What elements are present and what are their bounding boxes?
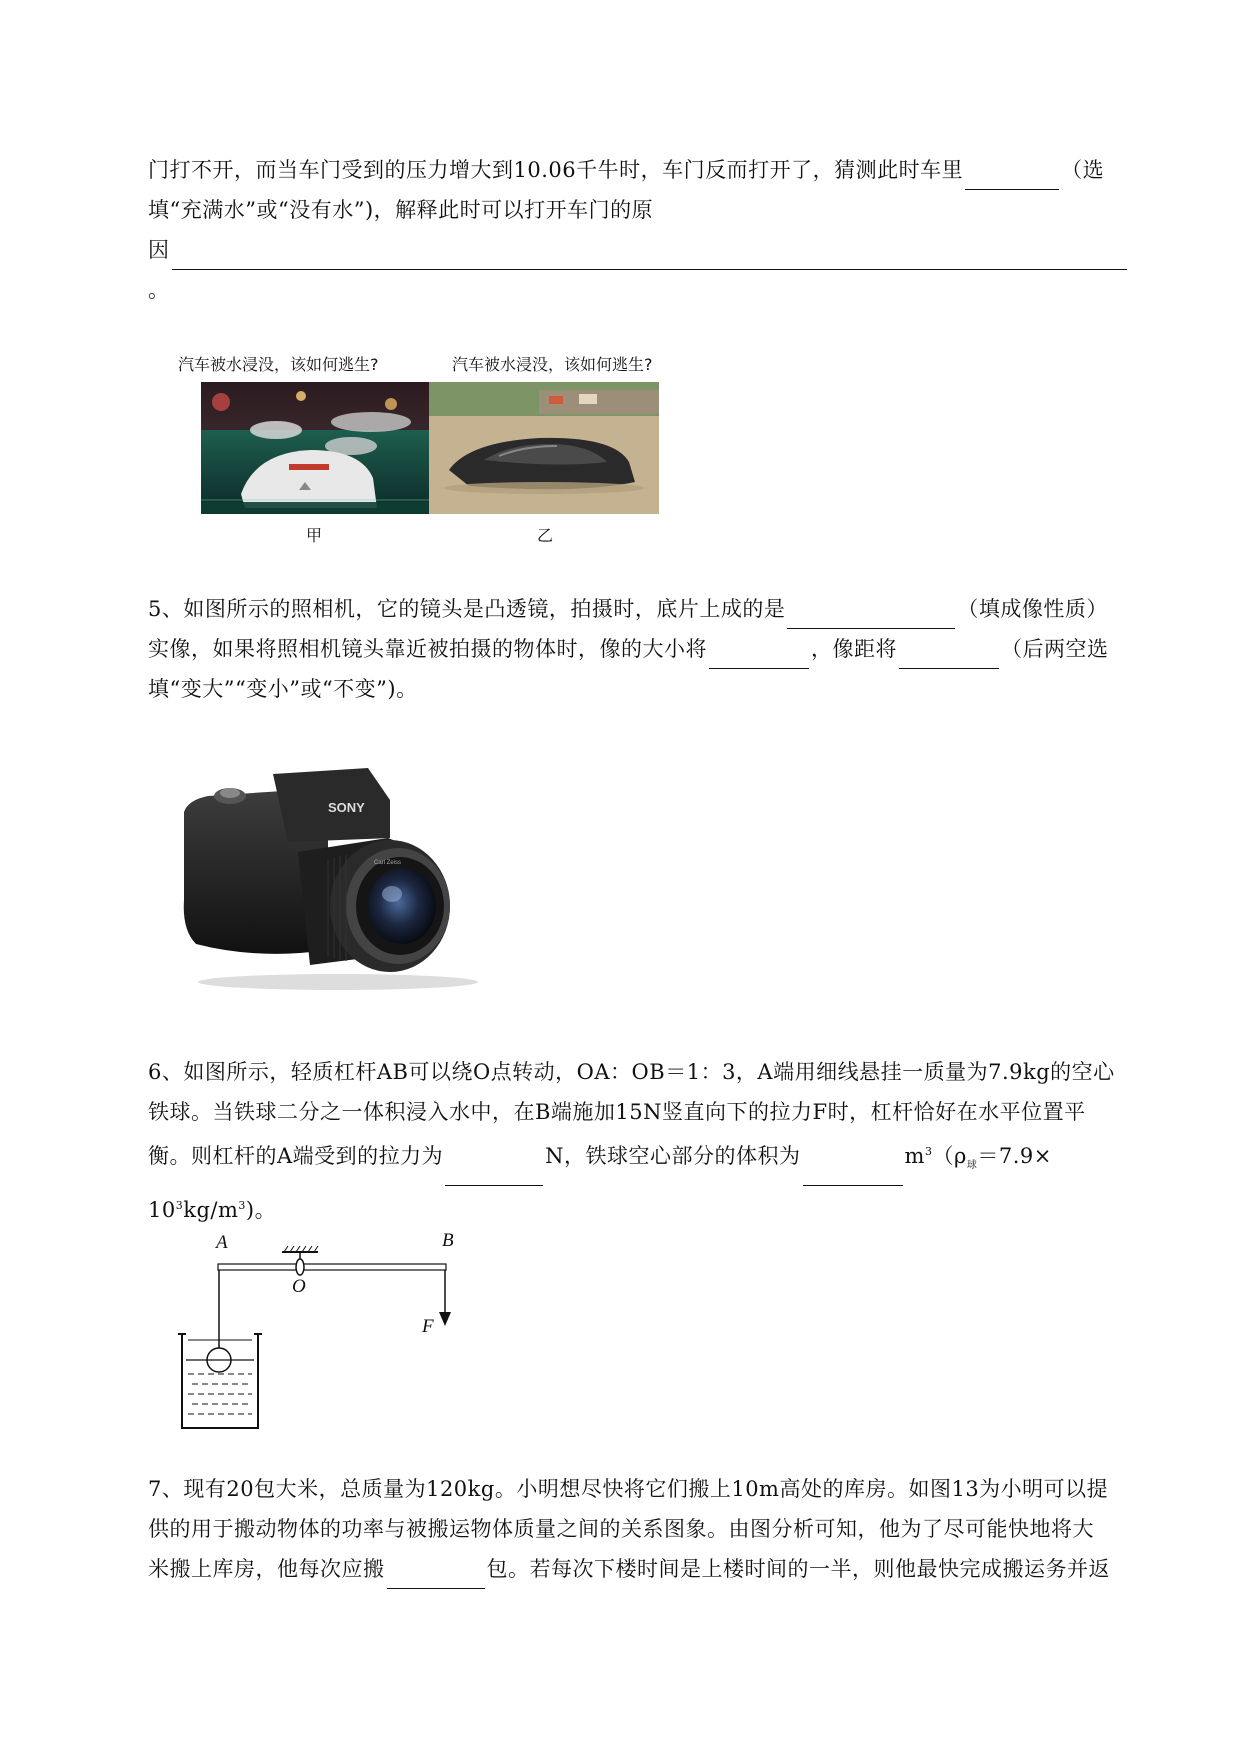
flood-photo-left bbox=[201, 382, 429, 514]
q7-line-3: 米搬上库房，他每次应搬 包。若每次下楼时间是上楼时间的一半，则他最快完成搬运务并返 bbox=[148, 1549, 1148, 1589]
q4-label-left: 甲 bbox=[306, 526, 323, 545]
q4-answer-blank-1[interactable] bbox=[965, 163, 1059, 190]
q4-line-4: 。 bbox=[148, 278, 170, 302]
camera-image bbox=[178, 760, 490, 994]
lever-svg bbox=[170, 1240, 470, 1440]
q5-line-2: 实像，如果将照相机镜头靠近被拍摄的物体时，像的大小将 ，像距将 （后两空选 bbox=[148, 629, 1148, 669]
q6-answer-blank-1[interactable] bbox=[445, 1159, 543, 1186]
q5-answer-blank-3[interactable] bbox=[899, 642, 999, 669]
q6-line-1: 6、如图所示，轻质杠杆AB可以绕O点转动，OA：OB＝1：3，A端用细线悬挂一质量为7.9kg的空心 bbox=[148, 1060, 1115, 1084]
q7-text bbox=[148, 1469, 1148, 1589]
lens-brand-label: Carl Zeiss bbox=[374, 860, 402, 866]
q4-answer-blank-2[interactable] bbox=[172, 243, 1127, 270]
camera-brand-label: SONY bbox=[328, 800, 365, 815]
q5-line-1: 5、如图所示的照相机，它的镜头是凸透镜，拍摄时，底片上成的是 （填成像性质） bbox=[148, 589, 1148, 629]
camera-photo bbox=[178, 760, 490, 994]
lever-diagram bbox=[170, 1230, 470, 1440]
q4-label-right: 乙 bbox=[537, 526, 554, 545]
q4-line-1: 门打不开，而当车门受到的压力增大到10.06千牛时，车门反而打开了，猜测此时车里 （选 bbox=[148, 150, 1148, 190]
flood-photo-right bbox=[429, 382, 659, 514]
q5-answer-blank-2[interactable] bbox=[709, 642, 809, 669]
q4-line-2: 填“充满水”或“没有水”)，解释此时可以打开车门的原 bbox=[148, 198, 654, 222]
q6-line-2: 铁球。当铁球二分之一体积浸入水中，在B端施加15N竖直向下的拉力F时，杠杆恰好在水平位置平 bbox=[148, 1100, 1086, 1124]
q4-line-3: 因 bbox=[148, 230, 1148, 270]
q4-caption-left: 汽车被水浸没，该如何逃生? bbox=[178, 355, 379, 374]
q6-line-4: $10^3kg/m^3$)。 bbox=[148, 1198, 277, 1223]
q5-line-3: 填“变大”“变小”或“不变”)。 bbox=[148, 677, 418, 701]
lever-label-b: B bbox=[442, 1230, 454, 1251]
lever-label-o: O bbox=[292, 1276, 306, 1297]
q5-text bbox=[148, 589, 1148, 709]
submerged-car-day-image bbox=[429, 382, 659, 514]
q4-caption-right: 汽车被水浸没，该如何逃生? bbox=[452, 355, 653, 374]
q7-line-2: 供的用于搬动物体的功率与被搬运物体质量之间的关系图象。由图分析可知，他为了尽可能快地将大 bbox=[148, 1517, 1094, 1541]
lever-label-a: A bbox=[216, 1232, 228, 1253]
q7-answer-blank-1[interactable] bbox=[387, 1562, 485, 1589]
q6-text bbox=[148, 1052, 1148, 1230]
q6-line-3: 衡。则杠杆的A端受到的拉力为 N，铁球空心部分的体积为 $m^3(\rho_球=7.9\times$ bbox=[148, 1132, 1148, 1186]
flooded-car-night-image bbox=[201, 382, 429, 514]
q6-answer-blank-2[interactable] bbox=[803, 1159, 903, 1186]
q7-line-1: 7、现有20包大米，总质量为120kg。小明想尽快将它们搬上10m高处的库房。如图13为小明可以提 bbox=[148, 1477, 1109, 1501]
q4-text bbox=[148, 150, 1148, 310]
q5-answer-blank-1[interactable] bbox=[787, 602, 955, 629]
lever-label-f: F bbox=[422, 1316, 434, 1337]
